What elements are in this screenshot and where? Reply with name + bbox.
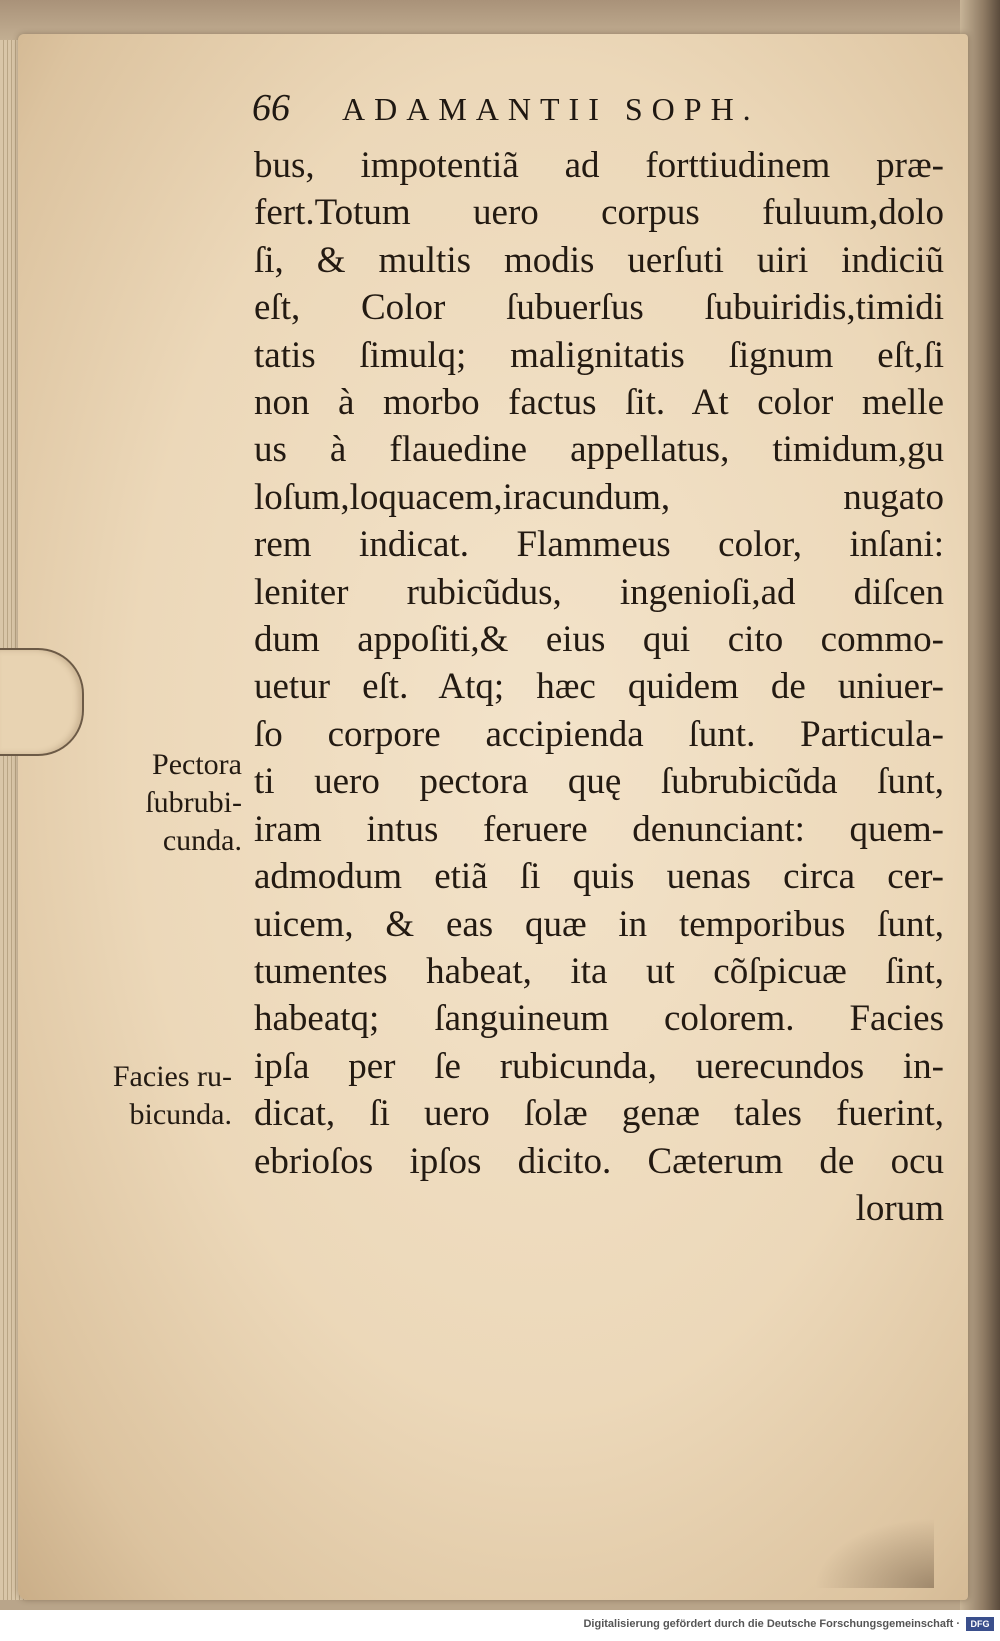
text-line: tatis ſimulq; malignitatis ſignum eſt,ſi [254,334,944,376]
marginal-note-line: Pectora [152,748,242,781]
text-line: admodum etiã ſi quis uenas circa cer- [254,856,944,898]
text-line: dicat, ſi uero ſolæ genæ tales fuerint, [254,1093,944,1135]
text-line: non à morbo factus ſit. At color melle [254,382,944,424]
marginal-note-pectora [92,746,242,860]
text-line: uetur eſt. Atq; hæc quidem de uniuer- [254,666,944,708]
running-head: ADAMANTII SOPH. [342,91,760,127]
text-line: ti uero pectora quę ſubrubicũda ſunt, [254,761,944,803]
page-number: 66 [252,87,290,129]
dfg-logo: DFG [966,1617,994,1631]
marginal-note-line: ſubrubi- [145,786,242,819]
footer-bar [0,1610,1000,1641]
page-curl-shadow [814,1518,934,1588]
text-line: ipſa per ſe rubicunda, uerecundos in- [254,1045,944,1087]
text-line: eſt, Color ſubuerſus ſubuiridis,timidi [254,287,944,329]
text-line: iram intus feruere denunciant: quem- [254,808,944,850]
thumb-tab [0,648,84,756]
text-line: bus, impotentiã ad forttiudinem præ- [254,145,944,186]
text-line: leniter rubicũdus, ingenioſi,ad diſcen [254,571,944,613]
text-line: ſi, & multis modis uerſuti uiri indiciũ [254,239,944,281]
text-line: rem indicat. Flammeus color, inſani: [254,524,944,566]
body-text [254,142,944,1232]
page-header [252,86,852,136]
text-line: habeatq; ſanguineum colorem. Facies [254,998,944,1040]
marginal-note-line: cunda. [162,824,242,857]
catchword: lorum [855,1187,944,1229]
text-line: dum appoſiti,& eius qui cito commo- [254,619,944,661]
marginal-note-line: bicunda. [129,1098,232,1131]
text-line: us à flauedine appellatus, timidum,gu [254,429,944,471]
funding-credit: Digitalisierung gefördert durch die Deutsche Forschungsgemeinschaft · [583,1618,960,1630]
text-line: fert.Totum uero corpus fuluum,dolo [254,192,944,234]
text-line: uicem, & eas quæ in temporibus ſunt, [254,903,944,945]
text-line: ſo corpore accipienda ſunt. Particula- [254,713,944,755]
marginal-note-line: Facies ru- [112,1060,232,1093]
text-line: tumentes habeat, ita ut cõſpicuæ ſint, [254,950,944,992]
marginal-note-facies [82,1058,232,1134]
text-line: ebrioſos ipſos dicito. Cæterum de ocu [254,1140,944,1182]
text-line: loſum,loquacem,iracundum, nugato [254,476,944,518]
